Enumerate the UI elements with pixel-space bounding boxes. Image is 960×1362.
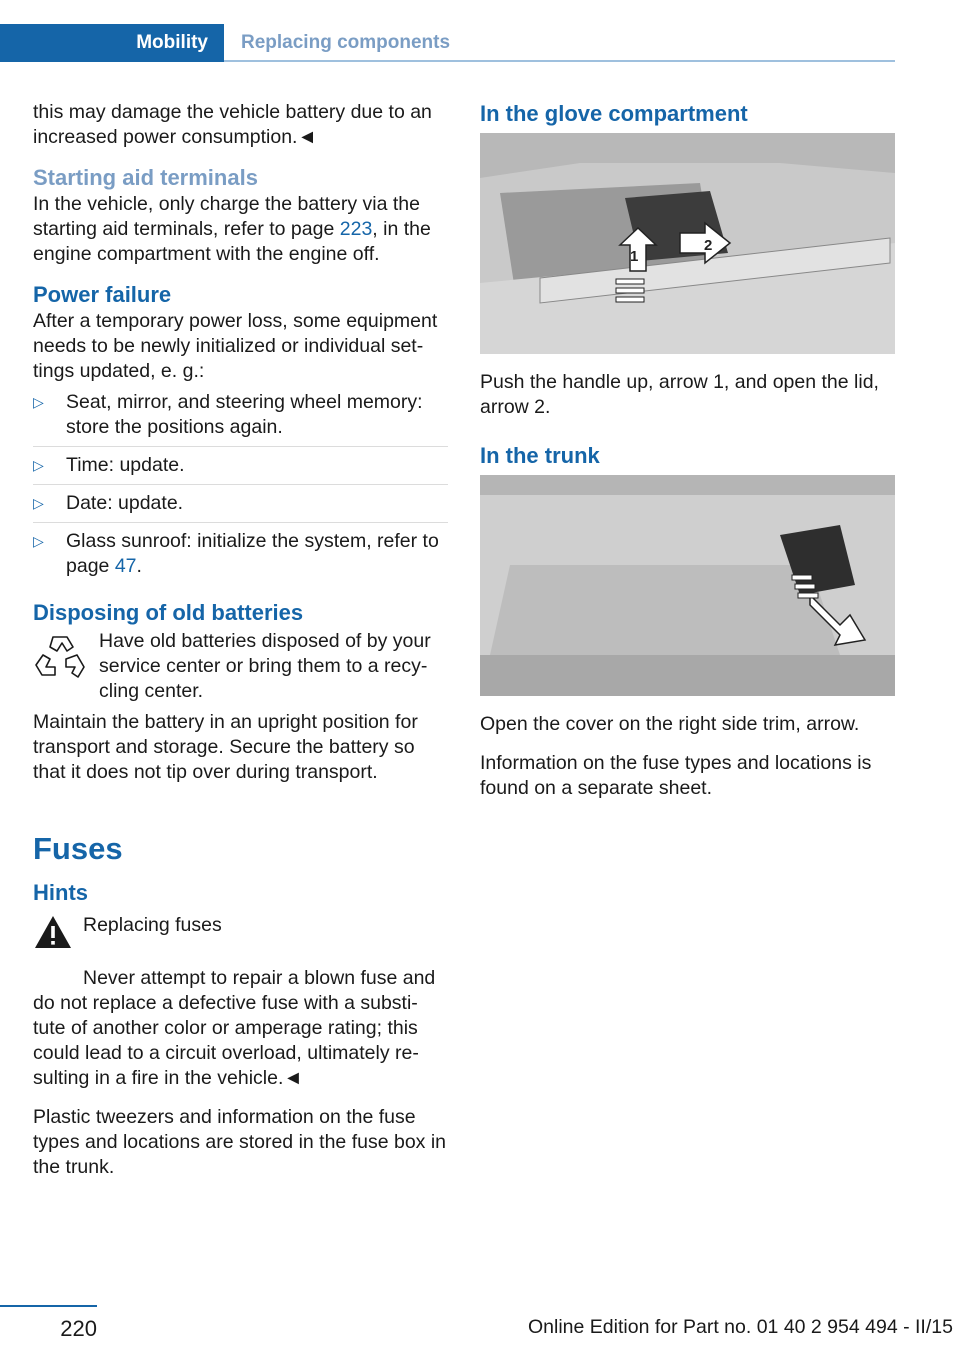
continued-text: this may damage the vehicle battery due to an increased power consumption.◄	[33, 101, 432, 148]
triangle-bullet-icon: ▷	[33, 495, 44, 511]
glove-compartment-image	[480, 133, 895, 354]
arrow-1-label: 1	[630, 248, 639, 265]
warning-text: Never attempt to repair a blown fuse and do not replace a defective fuse with a substi-tute of another color or amperage rating; this could lead to a circuit overload, ultimately re-sulting in a fire in the vehicle.◄	[33, 967, 436, 1089]
triangle-bullet-icon: ▷	[33, 457, 44, 473]
hints-heading: Hints	[33, 880, 88, 905]
section-disposing	[33, 599, 448, 785]
starting-aid-text	[33, 192, 448, 267]
recycling-text: Have old batteries disposed of by your service center or bring them to a recy-cling center.	[99, 630, 431, 702]
section-starting-aid	[33, 164, 448, 267]
right-column	[480, 100, 895, 815]
power-failure-heading: Power failure	[33, 282, 172, 307]
list-item-text: Date: update.	[66, 492, 184, 514]
list-item	[33, 529, 448, 585]
edition-text: Online Edition for Part no. 01 40 2 954 494 - II/15	[528, 1316, 953, 1338]
power-failure-list	[33, 390, 448, 585]
glove-caption: Push the handle up, arrow 1, and open the lid, arrow 2.	[480, 371, 879, 418]
recycle-icon	[33, 629, 99, 710]
list-item	[33, 453, 448, 485]
list-item	[33, 491, 448, 523]
fuse-info-text: Plastic tweezers and information on the fuse types and locations are stored in the fuse box in the trunk.	[33, 1106, 447, 1178]
disposing-text: Maintain the battery in an upright position for transport and storage. Secure the battery so that it does not tip over during transport.	[33, 711, 418, 783]
left-column	[33, 100, 448, 1194]
triangle-bullet-icon: ▷	[33, 394, 44, 410]
triangle-bullet-icon: ▷	[33, 533, 44, 549]
warning-note	[33, 913, 448, 960]
warning-icon	[33, 913, 83, 960]
starting-aid-heading: Starting aid terminals	[33, 165, 258, 190]
page-ref-link[interactable]: 47	[114, 555, 137, 577]
list-item	[33, 390, 448, 447]
header-divider	[224, 60, 895, 62]
tab-mobility[interactable]: Mobility	[0, 24, 224, 62]
disposing-heading: Disposing of old batteries	[33, 600, 304, 625]
footer-rule	[0, 1305, 97, 1307]
tab-replacing-components[interactable]: Replacing components	[241, 32, 451, 53]
arrow-2-label: 2	[704, 237, 713, 254]
page-number: 220	[60, 1316, 97, 1341]
recycling-note	[33, 629, 448, 710]
starting-aid-text-post: , in the engine compartment with the engine off.	[33, 218, 431, 265]
trunk-heading: In the trunk	[480, 443, 600, 468]
section-fuses	[33, 829, 448, 1180]
starting-aid-text-pre: In the vehicle, only charge the battery via the starting aid terminals, refer to page	[33, 193, 420, 240]
warning-title: Replacing fuses	[83, 914, 222, 936]
list-item-text: Glass sunroof: initialize the system, refer to page	[66, 530, 439, 577]
trunk-info: Information on the fuse types and locations is found on a separate sheet.	[480, 752, 872, 799]
header-tab-bar	[0, 24, 895, 62]
list-item-text: Time: update.	[66, 454, 185, 476]
list-item-text: Seat, mirror, and steering wheel memory: store the positions again.	[66, 391, 423, 438]
section-power-failure	[33, 281, 448, 585]
page-ref-link[interactable]: 223	[339, 218, 373, 240]
trunk-caption: Open the cover on the right side trim, arrow.	[480, 713, 860, 735]
fuses-title: Fuses	[33, 831, 123, 866]
list-item-text-post: .	[136, 555, 142, 577]
power-failure-intro: After a temporary power loss, some equipment needs to be newly initialized or individual set-tings updated, e. g.:	[33, 310, 438, 382]
trunk-image	[480, 475, 895, 696]
glove-heading: In the glove compartment	[480, 101, 748, 126]
